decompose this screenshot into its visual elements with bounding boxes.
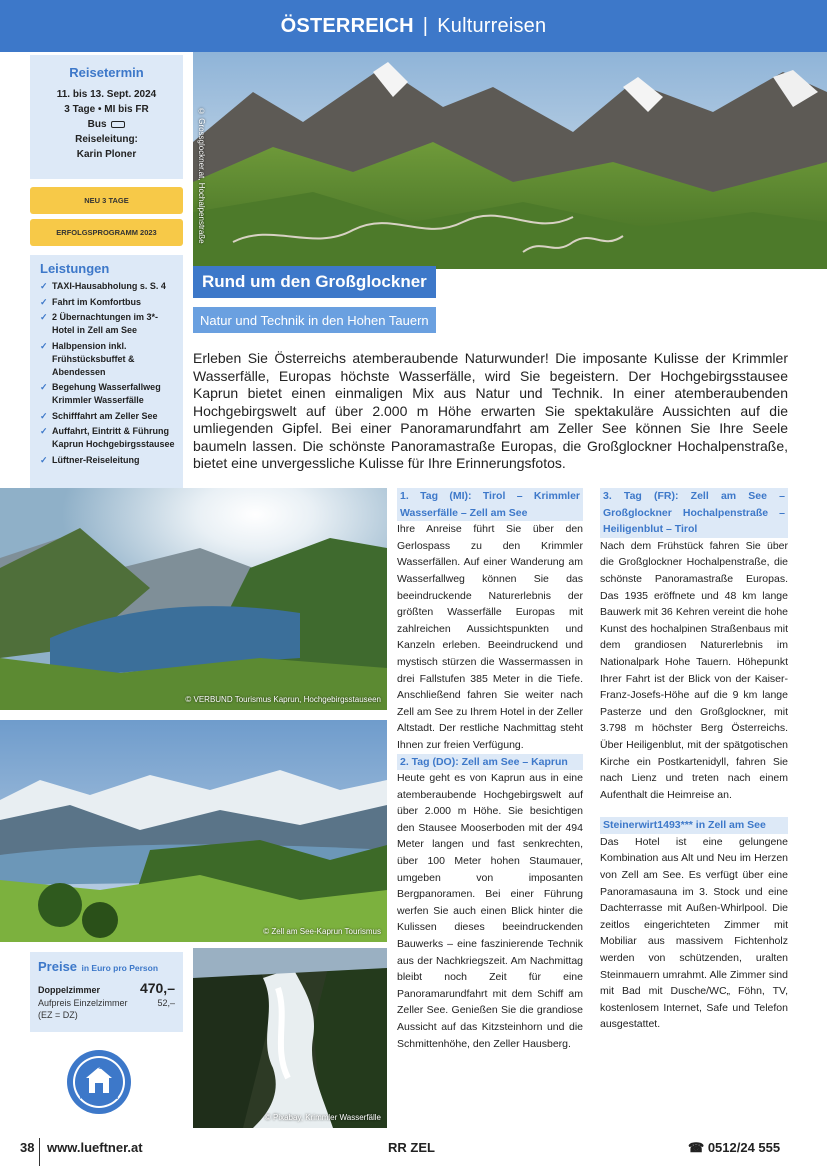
prices-box — [30, 952, 183, 1032]
hotel-heading: Steinerwirt1493*** in Zell am See — [600, 817, 788, 834]
service-item: ✓ TAXI-Hausabholung s. S. 4 — [40, 280, 177, 293]
taxi-logo-line2: HAUSABHOLUNG — [79, 1095, 119, 1100]
price-row-single — [38, 997, 175, 1021]
photo-krimml-waterfalls — [193, 948, 387, 1128]
trip-title: Rund um den Großglockner — [193, 266, 436, 298]
zell-photo-credit: © Zell am See-Kaprun Tourismus — [263, 927, 381, 936]
prices-title: Preise — [38, 959, 78, 974]
photo-zell-am-see — [0, 720, 387, 942]
waterfall-photo-credit: © Pixabay, Krimmler Wasserfälle — [264, 1113, 381, 1122]
service-item: ✓ Begehung Wasserfallweg Krimmler Wasserfälle — [40, 381, 177, 407]
trip-subtitle: Natur und Technik in den Hohen Tauern — [193, 307, 436, 333]
hotel-text: Das Hotel ist eine gelungene Kombination aus Alt und Neu im Herzen von Zell am See. Es verfügt über eine Panoramasauna im 3. Stock und eine Dachterrasse mit Außen-Whirlpool. Die zeitlos eingerichteten Zimmer mit Mobiliar aus massivem Fichtenholz werden von schützenden, uralten Steinmauern umrahmt. Alle Zimmer sind mit Bad mit Dusche/WC„ Föhn, TV, kostenlosem Internet, Safe und Telefon ausgestattet. — [600, 835, 788, 1031]
service-item: ✓ Auffahrt, Eintritt & Führung Kaprun Hochgebirgsstausee — [40, 425, 177, 451]
service-item: ✓ Fahrt im Komfortbus — [40, 296, 177, 309]
services-box — [30, 255, 183, 505]
kaprun-photo-credit: © VERBUND Tourismus Kaprun, Hochgebirgsstauseen — [185, 695, 381, 704]
day-1-heading: 1. Tag (MI): Tirol – Krimmler Wasserfälle – Zell am See — [397, 488, 583, 521]
tour-leader-label: Reiseleitung: — [75, 134, 138, 145]
service-item: ✓ Halbpension inkl. Frühstücksbuffet & Abendessen — [40, 340, 177, 379]
day-1-text: Ihre Anreise führt Sie über den Gerlospass zu den Krimmler Wasserfällen. Auf einer Wanderung am Wasserfallweg können Sie das beeindruckende Naturerlebnis der größten Wasserfälle Europas mit zahlreichen Aussichtspunkten und Kanzeln erleben. Beeindruckend und mystisch stürzen die Wassermassen in drei Fallstufen 385 Meter in die Tiefe. Anschließend fahren Sie weiter nach Zell am See zu Ihrem Hotel in der Zeller Altstadt. Der restliche Nachmittag steht Ihnen zur freien Verfügung. — [397, 523, 583, 751]
transport-line — [30, 117, 183, 132]
service-item: ✓ 2 Übernachtungen im 3*-Hotel in Zell am See — [40, 311, 177, 337]
phone-number: 0512/24 555 — [707, 1140, 781, 1155]
taxi-pickup-logo — [66, 1049, 132, 1115]
price-row-double — [38, 980, 175, 996]
itinerary-column-2 — [600, 488, 788, 1033]
page-number: 38 — [20, 1140, 35, 1155]
prices-unit: in Euro pro Person — [81, 963, 159, 973]
service-item: ✓ Lüftner-Reiseleitung — [40, 454, 177, 467]
price-value: 470,– — [139, 980, 175, 996]
trip-code: RR ZEL — [388, 1140, 435, 1155]
bus-icon — [111, 121, 125, 128]
price-value: 52,– — [157, 998, 175, 1008]
service-item: ✓ Schifffahrt am Zeller See — [40, 410, 177, 423]
footer-divider — [39, 1138, 40, 1166]
footer-website: www.lueftner.at — [47, 1140, 143, 1155]
hero-photo-credit: © Grossglockner.at, Hochalpenstraße — [197, 107, 206, 244]
travel-date-box — [30, 55, 183, 179]
intro-paragraph: Erleben Sie Österreichs atemberaubende Naturwunder! Die imposante Kulisse der Krimmler Wasserfälle, Europas höchste Wasserfälle, wird Sie begeistern. Der Hochgebirgsstausee Kaprun bietet einen einmaligen Mix aus Natur und Technik. In einer atemberaubenden Hochgebirgswelt auf über 2.000 m Höhe erwarten Sie spektakuläre Aussichten auf die umliegenden Gipfel. Bei einer Panoramarundfahrt am Zeller See können Sie Ihre Seele baumeln lassen. Die schönste Panoramastraße Europas, die Großglockner Hochalpenstraße, bietet eine unvergessliche Kulisse für Ihre Erinnerungsfotos. — [193, 350, 788, 471]
day-3-heading: 3. Tag (FR): Zell am See – Großglockner Hochalpenstraße – Heiligenblut – Tirol — [600, 488, 788, 538]
price-label: Doppelzimmer — [38, 985, 101, 995]
photo-kaprun-reservoir — [0, 488, 387, 710]
section-header-bar — [0, 0, 827, 52]
travel-date: 11. bis 13. Sept. 2024 — [56, 89, 157, 100]
day-3-text: Nach dem Frühstück fahren Sie über die Großglockner Hochalpenstraße, die schönste Panoramastraße Europas. Das 1935 eröffnete und 48 km lange Bauwerk mit 36 Kehren vereint die hohe Kunst des hochalpinen Straßenbaus mit dem grandiosen Naturerlebnis im Nationalpark Hohe Tauern. Höhepunkt Ihrer Fahrt ist der Blick von der Kaiser-Franz-Josefs-Höhe auf die 9 km lange Pasterze und den Großglockner, mit 3.798 m höchster Berg Österreichs. Über Heiligenblut, mit der spätgotischen Kirche ein Postkartenidyll, fahren Sie nach Lienz und treten nach einem Aufenthalt die Heimreise an. — [600, 539, 788, 801]
services-title: Leistungen — [40, 261, 110, 276]
itinerary-column-1 — [397, 488, 583, 1052]
travel-date-title: Reisetermin — [69, 65, 144, 80]
footer-phone — [688, 1140, 780, 1156]
taxi-logo-line1: TAXI — [92, 1065, 106, 1071]
badge-new: NEU 3 TAGE — [30, 187, 183, 214]
transport-label: Bus — [87, 119, 107, 130]
day-2-heading: 2. Tag (DO): Zell am See – Kaprun — [397, 754, 583, 771]
phone-icon: ☎ — [688, 1140, 705, 1155]
page-footer — [0, 1136, 827, 1166]
travel-days: 3 Tage • MI bis FR — [64, 104, 149, 115]
tour-leader-name: Karin Ploner — [76, 149, 137, 160]
country-label: ÖSTERREICH — [280, 14, 414, 37]
category-label: Kulturreisen — [437, 14, 547, 37]
day-2-text: Heute geht es von Kaprun aus in eine atemberaubende Hochgebirgswelt auf über 2.000 m Höhe. Sie besichtigen den Stausee Mooserboden mit der 494 Meter langen und fast senkrechten, über 100 Meter hohen Staumauer, umgeben von imposanten Bergpanoramen. Bei einer Führung werfen Sie auch einen Blick hinter die Kulissen dieses beeindruckenden Bauwerks – eine faszinierende Technik aus der Nachkriegszeit. Am Nachmittag bleibt noch Zeit für eine Panoramarundfahrt mit dem Schiff am Zeller See. Genießen Sie die grandiose Aussicht auf das Kitzsteinhorn und die Schmittenhöhe, den Zeller Hausberg. — [397, 772, 583, 1050]
hero-photo-grossglockner — [193, 52, 827, 269]
badge-success-program: ERFOLGSPROGRAMM 2023 — [30, 219, 183, 246]
header-separator: | — [422, 14, 429, 37]
price-label: Aufpreis Einzelzimmer (EZ = DZ) — [38, 998, 128, 1020]
